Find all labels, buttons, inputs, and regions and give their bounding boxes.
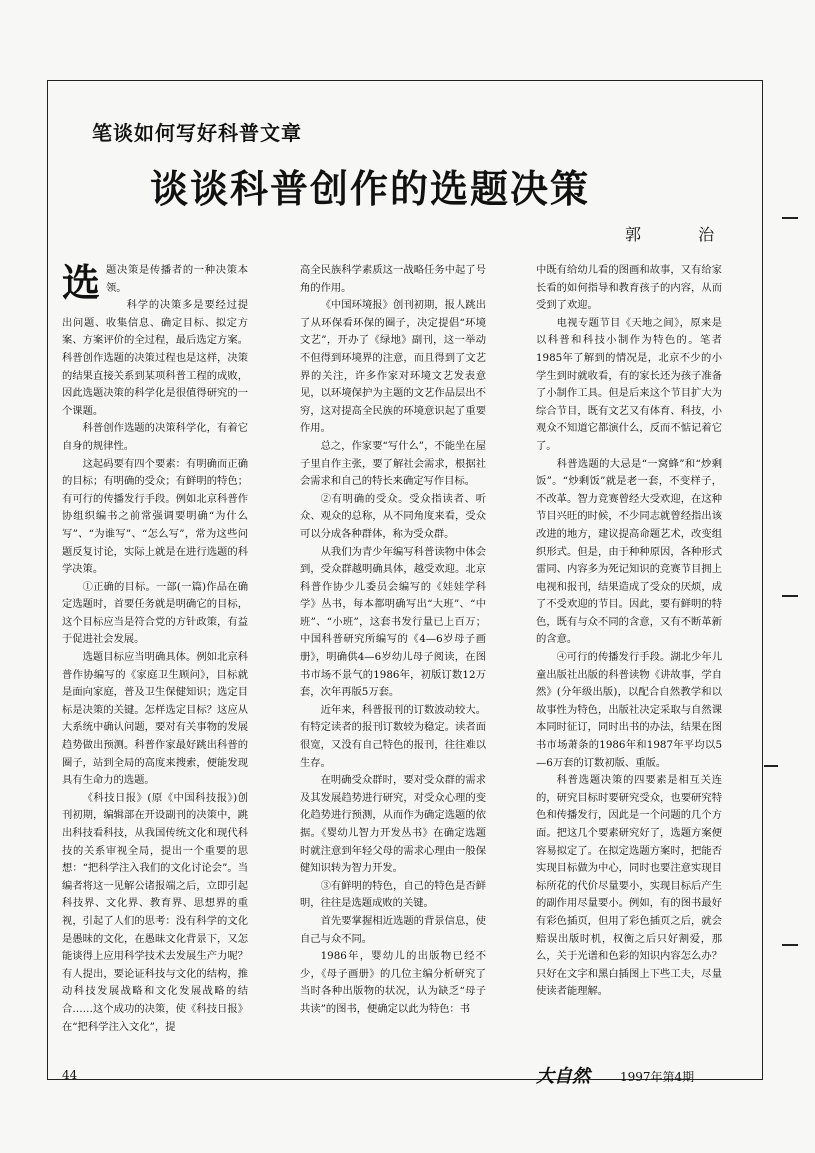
article-title: 谈谈科普创作的选题决策 <box>150 167 591 211</box>
author-name: 郭 治 <box>625 225 741 244</box>
text-column-3 <box>536 262 722 1072</box>
paragraph: 《科技日报》(原《中国科技报》)创刊初期，编辑部在开设副刊的决策中，跳出科技看科技，从我国传统文化和现代科技的关系审视全局，提出一个重要的思想：“把科学注入我们的文化讨论会”。当编者将这一见解公诸报端之后，立即引起科技界、文化界、教育界、思想界的重视，引起了人们的思考：没有科学的文化是愚昧的文化，在愚昧文化背景下，又怎能谈得上应用科学技术去发展生产力呢？有人提出，要论证科技与文化的结构，推动科技发展战略和文化发展战略的结合……这个成功的决策，使《科技日报》在“把科学注入文化”，提 <box>62 791 248 1033</box>
paragraph: ②有明确的受众。受众指读者、听众、观众的总称，从不同角度来看，受众可以分成各种群体，称为受众群。 <box>300 492 486 540</box>
drop-cap: 选 <box>62 262 101 305</box>
paragraph: 题决策是传播者的一种决策本领。 <box>106 264 248 294</box>
paragraph: 1986年，婴幼儿的出版物已经不少，《母子画册》的几位主编分析研究了当时各种出版物的状况，认为缺乏“母子共读”的图书，便确定以此为特色：书 <box>300 950 486 1015</box>
paragraph: 选题目标应当明确具体。例如北京科普作协编写的《家庭卫生顾问》，目标就是面向家庭，普及卫生保健知识；选定目标是决策的关键。怎样选定目标？这应从大系统中确认问题，要对有关事物的发展趋势做出预测。科普作家最好跳出科普的圈子，站到全局的高度来搜索，便能发现具有生命力的选题。 <box>62 651 248 787</box>
paragraph: 中既有给幼儿看的图画和故事，又有给家长看的如何指导和教育孩子的内容，从而受到了欢迎。 <box>536 264 722 312</box>
paragraph: 科普选题决策的四要素是相互关连的，研究目标时要研究受众，也要研究特色和传播发行，因此是一个问题的几个方面。把这几个要素研究好了，选题方案便容易拟定了。在拟定选题方案时，把能否实现目标做为中心，同时也要注意实现目标所花的代价尽量要小，实现目标后产生的副作用尽量要小。例如，有的图书最好有彩色插页，但用了彩色插页之后，就会赔误出版时机，权衡之后只好割爱，那么，关于光谱和色彩的知识内容怎么办？只好在文字和黑白插图上下些工夫，尽量使读者能理解。 <box>536 774 722 998</box>
scan-mark <box>782 944 798 946</box>
paragraph: 《中国环境报》创刊初期，报人跳出了从环保看环保的圈子，决定提倡“环境文艺”，开办了《绿地》副刊，这一举动不但得到环境界的注意，而且得到了文艺界的关注，许多作家对环境文艺发表意见，以环境保护为主题的文艺作品层出不穷，这对提高全民族的环境意识起了重要作用。 <box>300 299 486 435</box>
paragraph: 从我们为青少年编写科普读物中体会到，受众群越明确具体，越受欢迎。北京科普作协少儿委员会编写的《娃娃学科学》丛书，每本都明确写出“大班”、“中班”、“小班”，这套书发行量已上百万；中国科普研究所编写的《4—6岁母子画册》，明确供4—6岁幼儿母子阅读，在图书市场不景气的1986年，初版订数12万套，次年再版5万套。 <box>300 545 486 699</box>
paragraph: ①正确的目标。一部(一篇)作品在确定选题时，首要任务就是明确它的目标，这个目标应当是符合党的方针政策，有益于促进社会发展。 <box>62 580 248 646</box>
paragraph: ④可行的传播发行手段。湖北少年儿童出版社出版的科普读物《讲故事，学自然》(分年级出版)，以配合自然教学和以故事性为特色，出版社决定采取与自然课本同时征订，同时出书的办法，结果在图书市场萧条的1986年和1987年平均以5—6万套的订数初版、重版。 <box>536 651 722 769</box>
paragraph: 科学的决策多是要经过提出问题、收集信息、确定目标、拟定方案、方案评价的全过程，最后选定方案。科普创作选题的决策过程也是这样，决策的结果直接关系到某项科普工程的成败，因此选题决策的科学化是很值得研究的一个课题。 <box>62 299 248 417</box>
scan-mark <box>782 217 798 219</box>
page-number: 44 <box>62 1068 78 1082</box>
paragraph: 科普创作选题的决策科学化，有着它自身的规律性。 <box>62 422 248 452</box>
paragraph: 首先要掌握相近选题的背景信息，使自己与众不同。 <box>300 914 486 945</box>
text-column-2 <box>300 262 486 1054</box>
text-column-1 <box>62 262 248 1054</box>
paragraph: 总之，作家要“写什么”，不能坐在屋子里自作主张，要了解社会需求，根据社会需求和自己的特长来确定写作目标。 <box>300 439 486 488</box>
scan-mark <box>782 595 798 597</box>
paragraph: 电视专题节目《天地之间》，原来是以科普和科技小制作为特色的。笔者1985年了解到的情况是，北京不少的小学生到时就收看，有的家长还为孩子准备了小制作工具。但是后来这个节目扩大为综合节目，既有文艺又有体育、科技，小观众不知道它都演什么，反而不惦记着它了。 <box>536 316 722 452</box>
paragraph: 高全民族科学素质这一战略任务中起了号角的作用。 <box>300 264 486 294</box>
paragraph: 科普选题的大忌是“一窝蜂”和“炒剩饭”。“炒剩饭”就是老一套，不变样子，不改革。智力竞赛曾经大受欢迎，在这种节目兴旺的时候，不少同志就曾经指出该改进的地方，建议提高命题艺术，改变组织形式。但是，由于种种原因，各种形式雷同、内容多为死记知识的竞赛节目拥上电视和报刊，结果造成了受众的厌烦，成了不受欢迎的节目。因此，要有鲜明的特色，既有与众不同的含意，又有不断革新的含意。 <box>536 457 722 646</box>
issue-label: 1997年第4期 <box>620 1070 695 1084</box>
scan-mark <box>764 765 778 767</box>
paragraph: ③有鲜明的特色，自己的特色是否鲜明，往往是选题成败的关键。 <box>300 879 486 910</box>
paragraph: 这起码要有四个要素：有明确而正确的目标；有明确的受众；有鲜明的特色；有可行的传播发行手段。例如北京科普作协组织编书之前常强调要明确“为什么写”、“为谁写”、“怎么写”，常为这些问题反复讨论，实际上就是在进行选题的科学决策。 <box>62 457 248 576</box>
series-heading: 笔谈如何写好科普文章 <box>92 121 302 145</box>
paragraph: 近年来，科普报刊的订数波动较大。有特定读者的报刊订数较为稳定。读者面很宽，又没有自己特色的报刊，往往难以生存。 <box>300 703 486 769</box>
magazine-logo: 大自然 <box>536 1066 590 1087</box>
paragraph: 在明确受众群时，要对受众群的需求及其发展趋势进行研究，对受众心理的变化趋势进行预测，从而作为确定选题的依据。《婴幼儿智力开发丛书》在确定选题时就注意到年轻父母的需求心理由一般保健知识转为智力开发。 <box>300 774 486 875</box>
